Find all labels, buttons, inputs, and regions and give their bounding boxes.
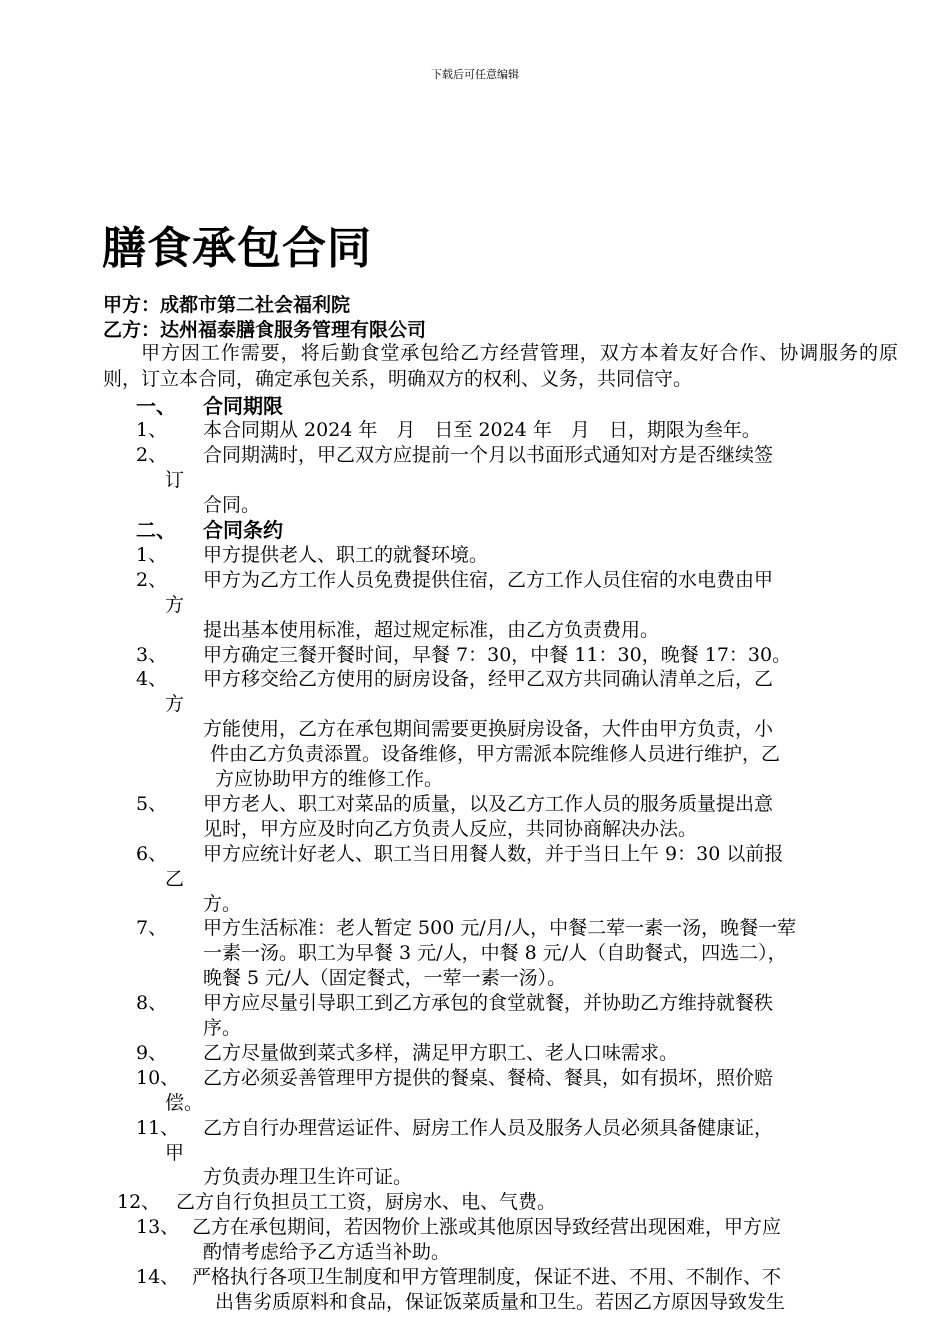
item-text-line: 提出基本使用标准，超过规定标准，由乙方负责费用。 (203, 619, 660, 641)
section-heading: 合同条约 (203, 518, 283, 542)
item-text-line: 乙 (165, 868, 185, 890)
header-note: 下载后可任意编辑 (431, 68, 519, 81)
item-text-line: 乙方自行办理营运证件、厨房工作人员及服务人员必须具备健康证， (203, 1117, 774, 1139)
item-number: 4、 (136, 668, 168, 690)
section-number: 一、 (136, 394, 176, 418)
item-text-line: 序。 (203, 1017, 242, 1039)
item-text-line: 见时，甲方应及时向乙方负责人反应，共同协商解决办法。 (203, 818, 698, 840)
item-text-line: 甲方为乙方工作人员免费提供住宿，乙方工作人员住宿的水电费由甲 (203, 569, 774, 591)
item-number: 14、 (136, 1266, 180, 1288)
item-number: 2、 (136, 444, 168, 466)
item-number: 11、 (136, 1117, 180, 1139)
item-text-line: 甲方提供老人、职工的就餐环境。 (203, 544, 489, 566)
item-text-line: 甲方生活标准：老人暂定 500 元/月/人，中餐二荤一素一汤，晚餐一荤 (203, 917, 797, 939)
item-text-line: 乙方必须妥善管理甲方提供的餐桌、餐椅、餐具，如有损坏，照价赔 (203, 1067, 774, 1089)
item-text-line: 甲方应尽量引导职工到乙方承包的食堂就餐，并协助乙方维持就餐秩 (203, 992, 774, 1014)
section-heading: 合同期限 (203, 394, 283, 418)
item-text-line: 晚餐 5 元/人（固定餐式，一荤一素一汤）。 (203, 967, 567, 989)
intro-paragraph: 甲方因工作需要，将后勤食堂承包给乙方经营管理，双方本着友好合作、协调服务的原则，订立本合同，确定承包关系，明确双方的权利、义务，共同信守。 (103, 342, 898, 390)
item-text-line: 本合同期从 2024 年 月 日至 2024 年 月 日，期限为叁年。 (203, 419, 761, 441)
item-text-line: 甲方应统计好老人、职工当日用餐人数，并于当日上午 9：30 以前报 (203, 843, 784, 865)
item-text-line: 订 (165, 469, 185, 491)
party-b: 乙方：达州福泰膳食服务管理有限公司 (103, 319, 427, 341)
section-number: 二、 (136, 518, 176, 542)
item-number: 3、 (136, 644, 168, 666)
item-number: 1、 (136, 544, 168, 566)
item-text-line: 方能使用，乙方在承包期间需要更换厨房设备，大件由甲方负责，小 (203, 718, 774, 740)
item-number: 2、 (136, 569, 168, 591)
document-title: 膳食承包合同 (102, 223, 372, 274)
item-text-line: 方负责办理卫生许可证。 (203, 1166, 413, 1188)
item-number: 10、 (136, 1067, 180, 1089)
item-text-line: 方 (165, 693, 185, 715)
item-text-line: 乙方尽量做到菜式多样，满足甲方职工、老人口味需求。 (203, 1042, 679, 1064)
item-text-line: 甲方确定三餐开餐时间，早餐 7：30，中餐 11：30，晚餐 17：30。 (203, 644, 792, 666)
item-text-line: 一素一汤。职工为早餐 3 元/人，中餐 8 元/人（自助餐式，四选二）， (203, 942, 787, 964)
item-text-line: 合同期满时，甲乙双方应提前一个月以书面形式通知对方是否继续签 (203, 444, 774, 466)
item-text-line: 严格执行各项卫生制度和甲方管理制度，保证不进、不用、不制作、不 (192, 1266, 782, 1288)
item-text-line: 偿。 (165, 1092, 204, 1114)
item-text-line: 方。 (203, 893, 242, 915)
item-text-line: 甲方移交给乙方使用的厨房设备，经甲乙双方共同确认清单之后，乙 (203, 668, 774, 690)
item-text-line: 酌情考虑给予乙方适当补助。 (203, 1241, 451, 1263)
item-number: 8、 (136, 992, 168, 1014)
item-text-line: 方应协助甲方的维修工作。 (215, 768, 444, 790)
item-text-line: 乙方在承包期间，若因物价上涨或其他原因导致经营出现困难，甲方应 (192, 1216, 782, 1238)
item-number: 6、 (136, 843, 168, 865)
item-text-line: 件由乙方负责添置。设备维修，甲方需派本院维修人员进行维护，乙 (210, 743, 781, 765)
party-a: 甲方：成都市第二社会福利院 (103, 294, 351, 316)
item-text-line: 甲方老人、职工对菜品的质量，以及乙方工作人员的服务质量提出意 (203, 793, 774, 815)
item-number: 9、 (136, 1042, 168, 1064)
item-number: 1、 (136, 419, 168, 441)
item-number: 7、 (136, 917, 168, 939)
item-number: 12、 (117, 1191, 161, 1213)
item-text-line: 出售劣质原料和食品，保证饭菜质量和卫生。若因乙方原因导致发生 (215, 1291, 786, 1313)
item-text-line: 甲 (165, 1142, 185, 1164)
item-number: 5、 (136, 793, 168, 815)
item-text-line: 乙方自行负担员工工资，厨房水、电、气费。 (176, 1191, 557, 1213)
item-text-line: 合同。 (203, 494, 261, 516)
item-number: 13、 (136, 1216, 180, 1238)
item-text-line: 方 (165, 594, 185, 616)
